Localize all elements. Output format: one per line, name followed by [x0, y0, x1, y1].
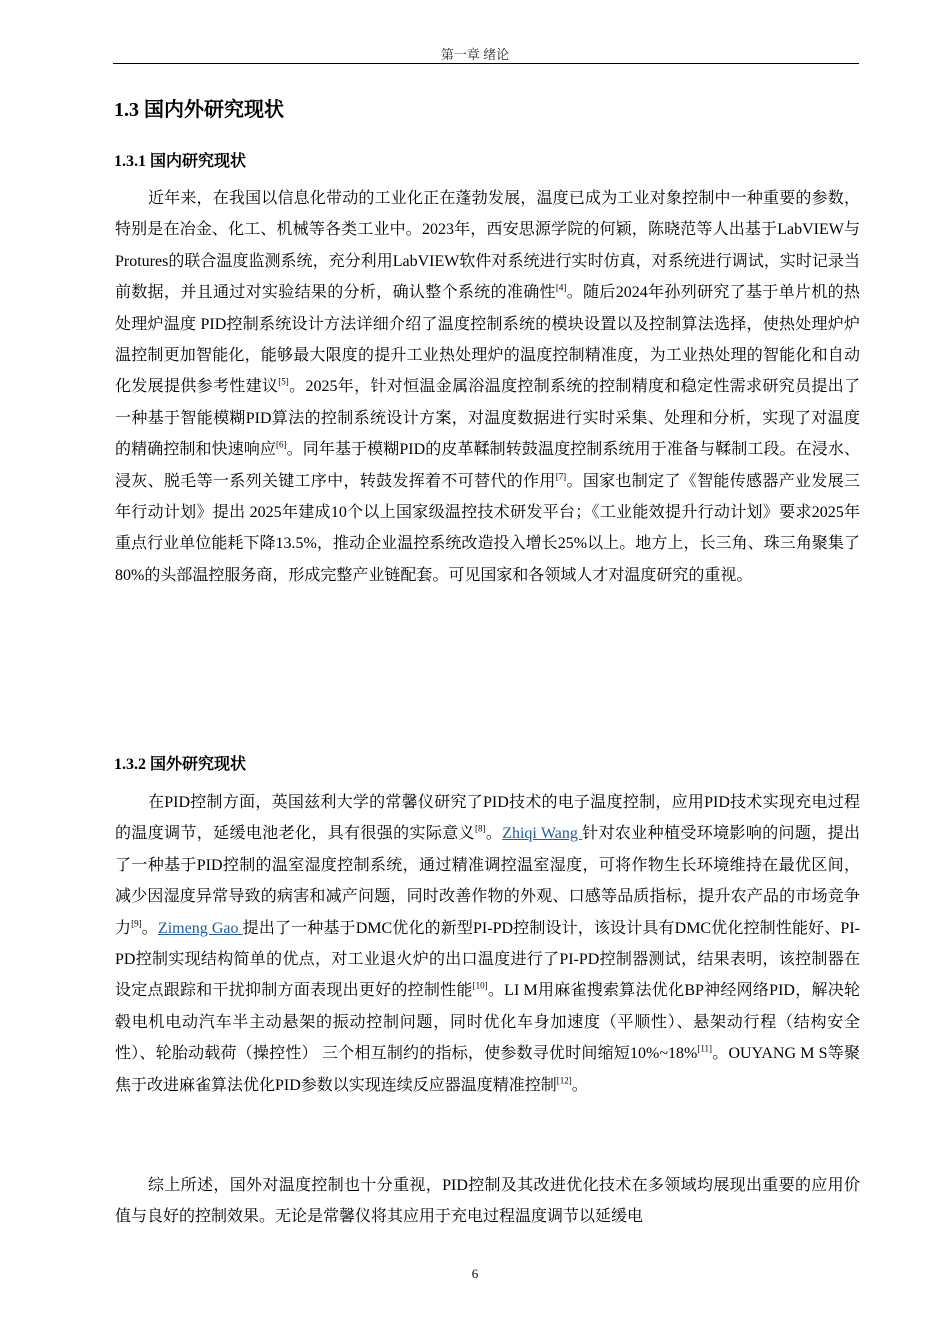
text-run: 。国家也制定了《智能传感器产业发展三年行动计划》提出 2025年建成10个以上国家级温控技术研发平台；《工业能效提升行动计划》要求2025年重点行业单位能耗下降13.5%，推动企业温控系统改造投入增长25%以上。地方上，长三角、珠三角聚集了80%的头部温控服务商，形成完整产业链配套。可见国家和各领域人才对温度研究的重视。 — [115, 472, 860, 584]
citation: [12] — [556, 1075, 572, 1086]
author-link-zimeng-gao[interactable]: Zimeng Gao — [157, 919, 243, 937]
text-run: 。LI M用麻雀搜索算法优化BP神经网络PID，解决轮毂电机电动汽车半主动悬架的振动控制问题，同时优化车身加速度（平顺性）、悬架动行程（结构安全性）、轮胎动载荷（操控性） 三个相互制约的指标，使参数寻优时间缩短10%~18% — [115, 982, 860, 1063]
subsection-title-domestic: 1.3.1 国内研究现状 — [114, 153, 247, 170]
citation: [8] — [474, 824, 486, 835]
citation: [4] — [555, 282, 567, 293]
citation: [11] — [697, 1043, 713, 1054]
text-run: 。 — [485, 825, 503, 843]
text-run: 。 — [141, 919, 158, 937]
citation: [6] — [276, 439, 287, 450]
text-run: 提出了一种基于DMC优化的新型PI-PD控制设计，该设计具有DMC优化控制性能好、PI-PD控制实现结构简单的优点，对工业退火炉的出口温度进行了PI-PD控制器测试，结果表明，该控制器在设定点跟踪和干扰抑制方面表现出更好的控制性能 — [115, 919, 860, 1000]
text-run: 近年来，在我国以信息化带动的工业化正在蓬勃发展，温度已成为工业对象控制中一种重要的参数，特别是在冶金、化工、机械等各类工业中。2023年，西安思源学院的何颖，陈晓范等人出基于LabVIEW与Protures的联合温度监测系统，充分利用LabVIEW软件对系统进行实时仿真，对系统进行调试，实时记录当前数据，并且通过对实验结果的分析，确认整个系统的准确性 — [115, 190, 860, 302]
page-number: 6 — [471, 1266, 479, 1281]
section-title: 1.3 国内外研究现状 — [114, 99, 284, 121]
text-run: 针对农业种植受环境影响的问题，提出了一种基于PID控制的温室湿度控制系统，通过精准调控温室湿度，可将作物生长环境维持在最优区间，减少因湿度异常导致的病害和减产问题，同时改善作物的外观、口感等品质指标，提升农产品的市场竞争力 — [115, 825, 860, 937]
running-header: 第一章 绪论 — [440, 47, 510, 62]
author-link-zhiqi-wang[interactable]: Zhiqi Wang — [502, 825, 583, 843]
citation: [7] — [555, 471, 567, 482]
text-run: 在PID控制方面，英国兹利大学的常馨仪研究了PID技术的电子温度控制，应用PID技术实现充电过程的温度调节，延缓电池老化，具有很强的实际意义 — [115, 794, 860, 843]
subsection-title-foreign: 1.3.2 国外研究现状 — [114, 756, 247, 773]
citation: [5] — [278, 377, 289, 388]
paragraph-foreign — [115, 787, 860, 1101]
paragraph-summary: 综上所述，国外对温度控制也十分重视，PID控制及其改进优化技术在多领域均展现出重要的应用价值与良好的控制效果。无论是常馨仪将其应用于充电过程温度调节以延缓电 — [115, 1177, 860, 1226]
text-run: 。 — [571, 1076, 588, 1094]
text-run: 。随后2024年孙列研究了基于单片机的热处理炉温度 PID控制系统设计方法详细介绍了温度控制系统的模块设置以及控制算法选择，使热处理炉炉温控制更加智能化，能够最大限度的提升工业热处理炉的温度控制精准度，为工业热处理的智能化和自动化发展提供参考性建议 — [115, 284, 860, 396]
citation: [9] — [131, 918, 142, 929]
text-run: 。2025年，针对恒温金属浴温度控制系统的控制精度和稳定性需求研究员提出了一种基于智能模糊PID算法的控制系统设计方案，对温度数据进行实时采集、处理和分析，实现了对温度的精确控制和快速响应 — [115, 378, 860, 459]
text-run: 。同年基于模糊PID的皮革鞣制转鼓温度控制系统用于准备与鞣制工段。在浸水、浸灰、脱毛等一系列关键工序中，转鼓发挥着不可替代的作用 — [115, 441, 860, 490]
header-divider — [113, 63, 859, 64]
text-run: 。OUYANG M S等聚焦于改进麻雀算法优化PID参数以实现连续反应器温度精准控制 — [115, 1045, 860, 1094]
citation: [10] — [472, 981, 488, 992]
paragraph-domestic — [115, 183, 860, 591]
